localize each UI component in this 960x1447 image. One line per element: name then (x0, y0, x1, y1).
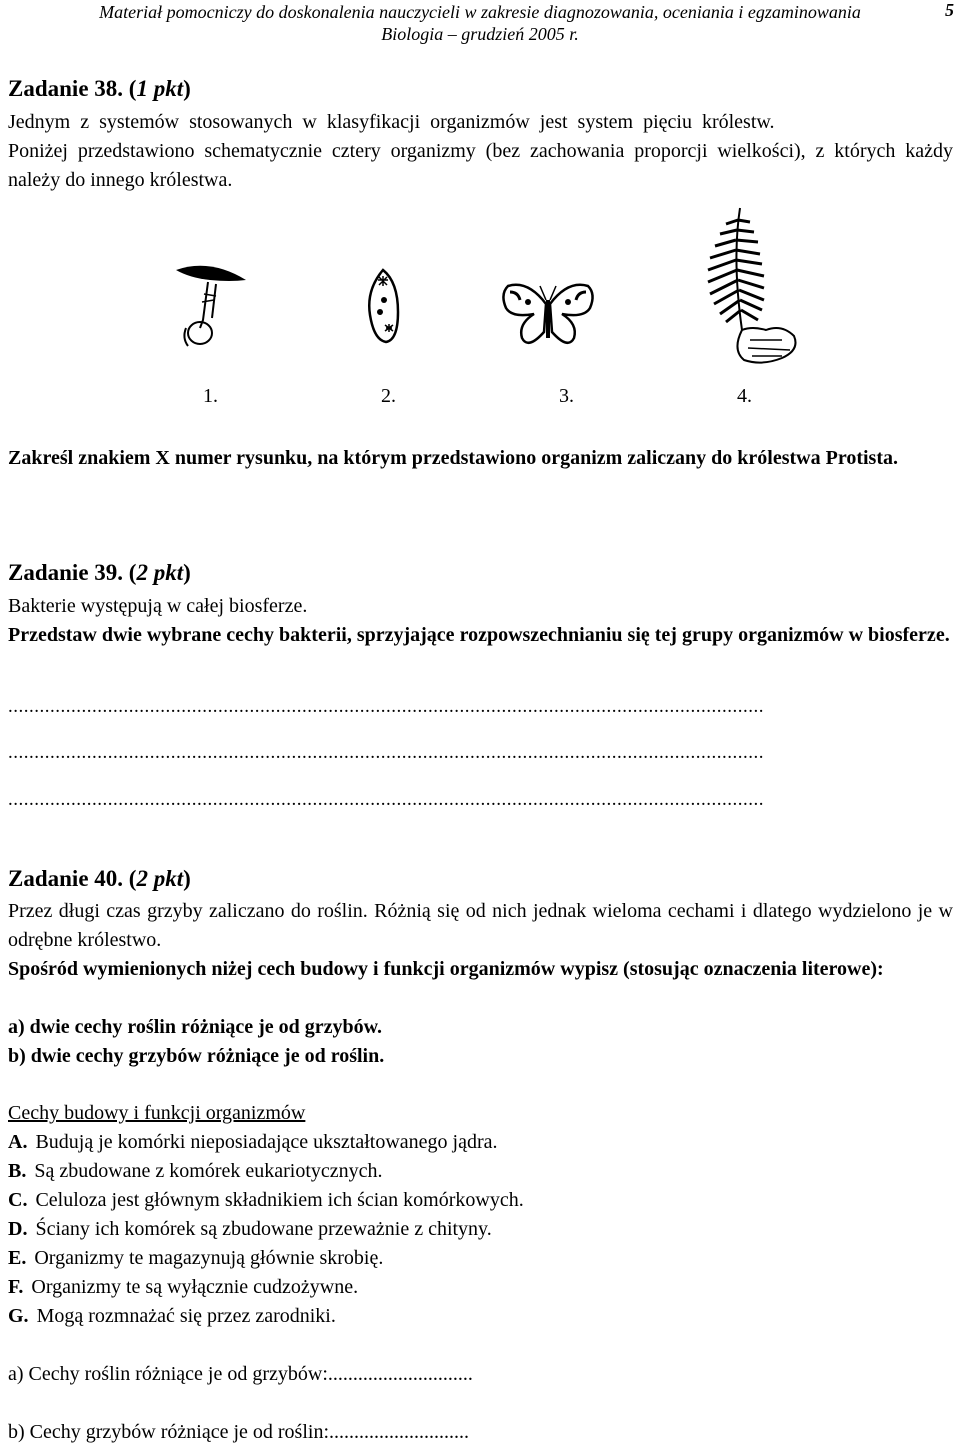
task-40-instr-b: b) dwie cechy grzybów różniące je od roślin. (8, 1045, 385, 1067)
answer-line-1[interactable]: ................................................................................................................................................ (8, 696, 764, 717)
task-38-instruction: Zakreśl znakiem X numer rysunku, na którym przedstawiono organizm zaliczany do królestwa Protista. (8, 447, 898, 469)
fern-icon (682, 200, 807, 370)
task-38-intro-2: Poniżej przedstawiono schematycznie cztery organizmy (bez zachowania proporcji wielkości), z których każdy należy do innego królestwa. (8, 140, 953, 191)
task-40-title: Zadanie 40. (2 pkt) (8, 866, 191, 891)
mushroom-icon (170, 200, 250, 360)
figure-label-2[interactable]: 2. (381, 385, 396, 407)
task-39-title: Zadanie 39. (2 pkt) (8, 560, 191, 585)
butterfly-icon (498, 200, 598, 360)
answer-line-3[interactable]: ................................................................................................................................................ (8, 789, 764, 810)
page-header (0, 2, 960, 23)
features-list-title: Cechy budowy i funkcji organizmów (8, 1102, 306, 1124)
answer-b-field[interactable]: b) Cechy grzybów różniące je od roślin:............................ (8, 1421, 470, 1443)
task-39-instruction: Przedstaw dwie wybrane cechy bakterii, sprzyjające rozpowszechnianiu się tej grupy organizmów w biosferze. (8, 624, 950, 646)
task-39-intro: Bakterie występują w całej biosferze. (8, 595, 308, 617)
option-a: A. Budują je komórki nieposiadające ukształtowanego jądra. (8, 1131, 498, 1153)
figure-label-1[interactable]: 1. (203, 385, 218, 407)
option-d: D. Ściany ich komórek są zbudowane przeważnie z chityny. (8, 1218, 492, 1240)
header-line-2: Biologia – grudzień 2005 r. (381, 24, 579, 44)
option-e: E. Organizmy te magazynują głównie skrobię. (8, 1247, 384, 1269)
answer-line-2[interactable]: ................................................................................................................................................ (8, 742, 764, 763)
figure-label-3[interactable]: 3. (559, 385, 574, 407)
task-40-intro: Przez długi czas grzyby zaliczano do roślin. Różnią się od nich jednak wieloma cechami i dlatego wydzielono je w odrębne królestwo. (8, 900, 953, 951)
option-f: F. Organizmy te są wyłącznie cudzożywne. (8, 1276, 359, 1298)
task-40-instruction: Spośród wymienionych niżej cech budowy i funkcji organizmów wypisz (stosując oznaczenia literowe): (8, 958, 884, 980)
option-g: G. Mogą rozmnażać się przez zarodniki. (8, 1305, 336, 1327)
option-b: B. Są zbudowane z komórek eukariotycznych. (8, 1160, 383, 1182)
answer-a-field[interactable]: a) Cechy roślin różniące je od grzybów:............................. (8, 1363, 473, 1385)
page-number: 5 (945, 0, 954, 20)
figure-label-4[interactable]: 4. (737, 385, 752, 407)
header-line-1: Materiał pomocniczy do doskonalenia nauczycieli w zakresie diagnozowania, oceniania i egzaminowania (99, 2, 861, 22)
task-38-intro-1: Jednym z systemów stosowanych w klasyfikacji organizmów jest system pięciu królestw. (8, 111, 775, 133)
task-38-title: Zadanie 38. (1 pkt) (8, 76, 191, 101)
task-40-instr-a: a) dwie cechy roślin różniące je od grzybów. (8, 1016, 383, 1038)
option-c: C. Celuloza jest głównym składnikiem ich ścian komórkowych. (8, 1189, 524, 1211)
protist-icon (358, 200, 408, 350)
